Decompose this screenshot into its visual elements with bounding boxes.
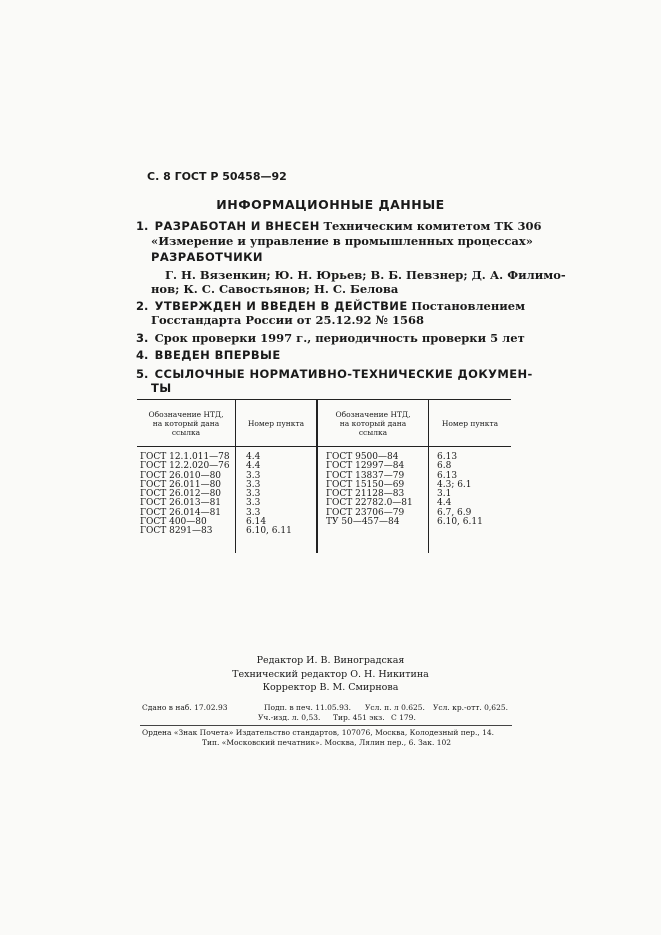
pub-publisher: Ордена «Знак Почета» Издательство стандартов, 107076, Москва, Колодезный пер., 14. [142, 728, 495, 737]
pub-run: Тир. 451 экз. [333, 713, 385, 722]
item-heading: ВВЕДЕН ВПЕРВЫЕ [154, 348, 281, 362]
corrector-line: Корректор В. М. Смирнова [262, 682, 399, 693]
item-number: 4. [136, 348, 149, 362]
pub-print-sheets: Усл. кр.-отт. 0,625. [433, 703, 508, 712]
item-4 [136, 348, 281, 362]
item-number: 2. [136, 299, 149, 313]
item-number: 3. [136, 331, 149, 345]
item-heading: ССЫЛОЧНЫЕ НОРМАТИВНО-ТЕХНИЧЕСКИЕ ДОКУМЕН- [154, 367, 533, 381]
item-number: 5. [136, 367, 149, 381]
table-row [137, 447, 511, 554]
page-title: ИНФОРМАЦИОННЫЕ ДАННЫЕ [216, 197, 445, 212]
item-2-line2: Госстандарта России от 25.12.92 № 1568 [151, 313, 425, 327]
developers-line2: нов; К. С. Савостьянов; Н. С. Белова [151, 282, 399, 296]
left-designations: ГОСТ 12.1.011—78 ГОСТ 12.2.020—76 ГОСТ 26.010—80 ГОСТ 26.011—80 ГОСТ 26.012—80 ГОСТ 26.013—81 ГОСТ 26.014—81 ГОСТ 400—80 ГОСТ 8291—83 [140, 452, 230, 537]
item-heading: РАЗРАБОТАН И ВНЕСЕН [154, 219, 320, 233]
editor-line: Редактор И. В. Виноградская [256, 655, 405, 666]
item-5-line2: ТЫ [151, 381, 172, 395]
pub-signed: Подп. в печ. 11.05.93. [264, 703, 351, 712]
developers-line1: Г. Н. Вязенкин; Ю. Н. Юрьев; В. Б. Певзнер; Д. А. Филимо- [165, 268, 566, 282]
item-number: 1. [136, 219, 149, 233]
item-text: Постановлением [411, 299, 526, 313]
pub-sheets: Усл. п. л 0.625. [365, 703, 425, 712]
pub-submitted: Сдано в наб. 17.02.93 [142, 703, 228, 712]
tech-editor-line: Технический редактор О. Н. Никитина [232, 669, 429, 680]
pub-printer: Тип. «Московский печатник». Москва, Лялин пер., 6. Зак. 102 [202, 738, 452, 747]
item-1 [136, 219, 541, 233]
item-text: Техническим комитетом ТК 306 [323, 219, 542, 233]
item-2 [136, 299, 525, 313]
col-header-designation: Обозначение НТД, на который дана ссылка [317, 400, 429, 447]
col-header-designation: Обозначение НТД, на который дана ссылка [137, 400, 236, 447]
right-designations: ГОСТ 9500—84 ГОСТ 12997—84 ГОСТ 13837—79 ГОСТ 15150—69 ГОСТ 21128—83 ГОСТ 22782.0—81 ГОСТ 23706—79 ТУ 50—457—84 [317, 447, 429, 554]
left-clauses: 4.4 4.4 3.3 3.3 3.3 3.3 3.3 6.14 6.10, 6.11 [236, 447, 318, 554]
item-5 [136, 367, 533, 381]
item-text: Срок проверки 1997 г., периодичность проверки 5 лет [154, 331, 525, 345]
developers-heading: РАЗРАБОТЧИКИ [151, 250, 263, 264]
pub-code: С 179. [391, 713, 416, 722]
table-header-row [137, 400, 511, 447]
right-clauses: 6.13 6.8 6.13 4.3; 6.1 3.1 4.4 6.7, 6.9 6.10, 6.11 [429, 447, 512, 554]
item-3 [136, 331, 525, 345]
col-header-clause: Номер пункта [236, 400, 318, 447]
item-heading: УТВЕРЖДЕН И ВВЕДЕН В ДЕЙСТВИЕ [154, 299, 408, 313]
col-header-clause: Номер пункта [429, 400, 512, 447]
reference-table [137, 399, 511, 553]
pub-edit-sheets: Уч.-изд. л. 0,53. [258, 713, 321, 722]
divider [140, 725, 512, 726]
item-1-line2: «Измерение и управление в промышленных процессах» [151, 234, 533, 248]
page-header: С. 8 ГОСТ Р 50458—92 [147, 170, 287, 183]
